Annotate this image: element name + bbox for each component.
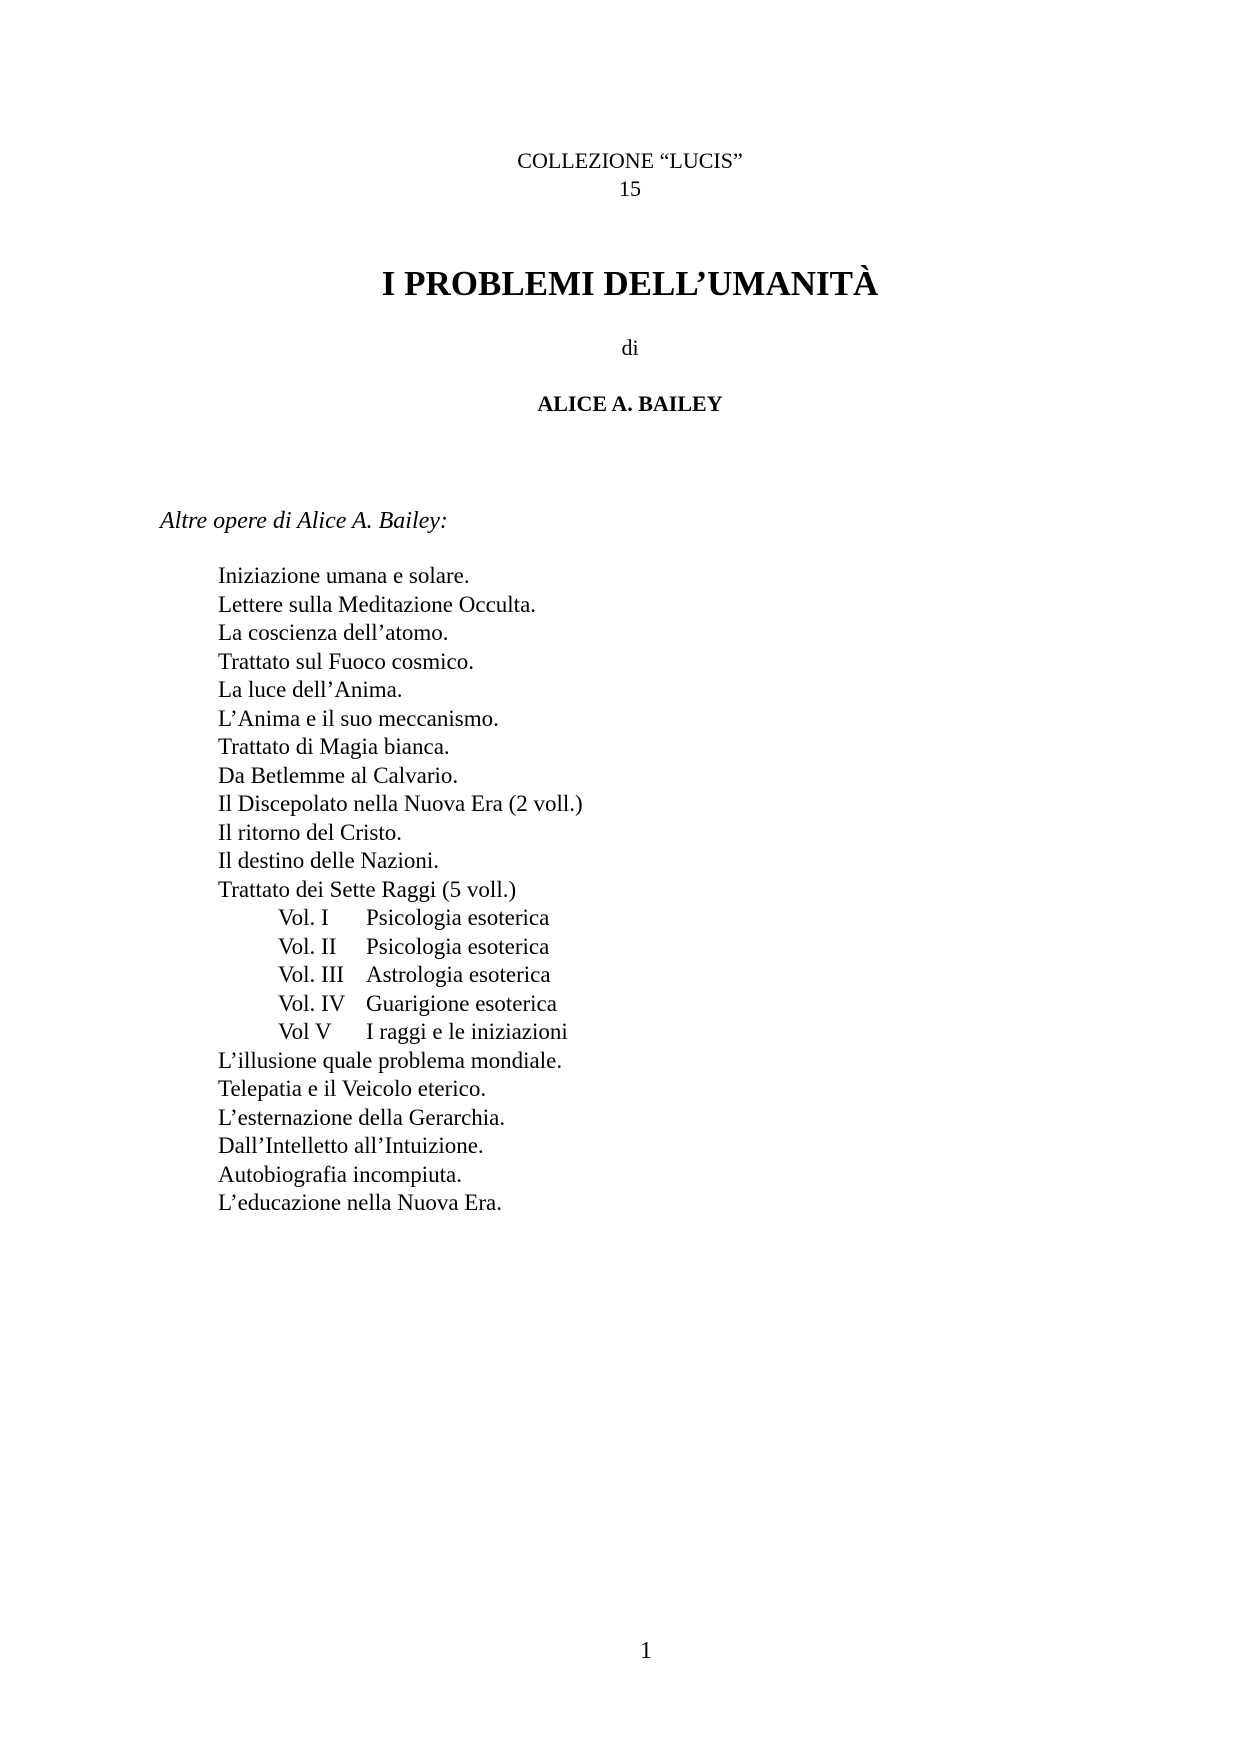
work-item: Iniziazione umana e solare.: [218, 563, 470, 588]
work-item: Telepatia e il Veicolo eterico.: [218, 1076, 487, 1101]
work-item: L’Anima e il suo meccanismo.: [218, 705, 499, 731]
volume-title: Astrologia esoterica: [366, 962, 551, 987]
work-item: Dall’Intelletto all’Intuizione.: [218, 1133, 484, 1158]
volume-label: Vol V: [278, 1019, 332, 1044]
work-item: L’educazione nella Nuova Era.: [218, 1190, 502, 1215]
page-number: 1: [640, 1638, 652, 1664]
collection-header: [0, 147, 1240, 203]
work-item: Il ritorno del Cristo.: [218, 819, 402, 845]
other-works-heading: Altre opere di Alice A. Bailey:: [160, 508, 448, 534]
volume-label: Vol. II: [278, 933, 337, 959]
volume-title: I raggi e le iniziazioni: [366, 1019, 568, 1044]
work-item: Da Betlemme al Calvario.: [218, 762, 459, 788]
volume-label: Vol. IV: [278, 990, 346, 1016]
volume-item: [218, 990, 583, 1019]
volume-label: Vol. III: [278, 962, 345, 987]
other-works-list: [218, 562, 583, 1218]
collection-name: COLLEZIONE “LUCIS”: [517, 148, 743, 173]
work-item: Trattato dei Sette Raggi (5 voll.): [218, 876, 517, 902]
work-item: La coscienza dell’atomo.: [218, 620, 449, 645]
author-name: ALICE A. BAILEY: [537, 391, 723, 416]
work-item: Il Discepolato nella Nuova Era (2 voll.): [218, 791, 583, 816]
work-item: La luce dell’Anima.: [218, 677, 403, 702]
work-item: L’esternazione della Gerarchia.: [218, 1104, 506, 1130]
volume-title: Psicologia esoterica: [366, 933, 550, 959]
work-item: L’illusione quale problema mondiale.: [218, 1047, 563, 1073]
volume-item: [218, 904, 583, 933]
work-item: Trattato sul Fuoco cosmico.: [218, 648, 474, 674]
volume-title: Guarigione esoterica: [366, 990, 557, 1016]
work-item: Lettere sulla Meditazione Occulta.: [218, 591, 537, 617]
volume-title: Psicologia esoterica: [366, 905, 550, 930]
work-item: Il destino delle Nazioni.: [218, 848, 439, 873]
volume-item: [218, 933, 583, 962]
work-item: Autobiografia incompiuta.: [218, 1161, 462, 1187]
volume-item: [218, 961, 583, 990]
volume-label: Vol. I: [278, 905, 329, 930]
work-item: Trattato di Magia bianca.: [218, 734, 450, 759]
collection-number: 15: [619, 176, 641, 201]
book-title: I PROBLEMI DELL’UMANITÀ: [381, 264, 879, 303]
byline: di: [621, 335, 639, 360]
volume-item: [218, 1018, 583, 1047]
